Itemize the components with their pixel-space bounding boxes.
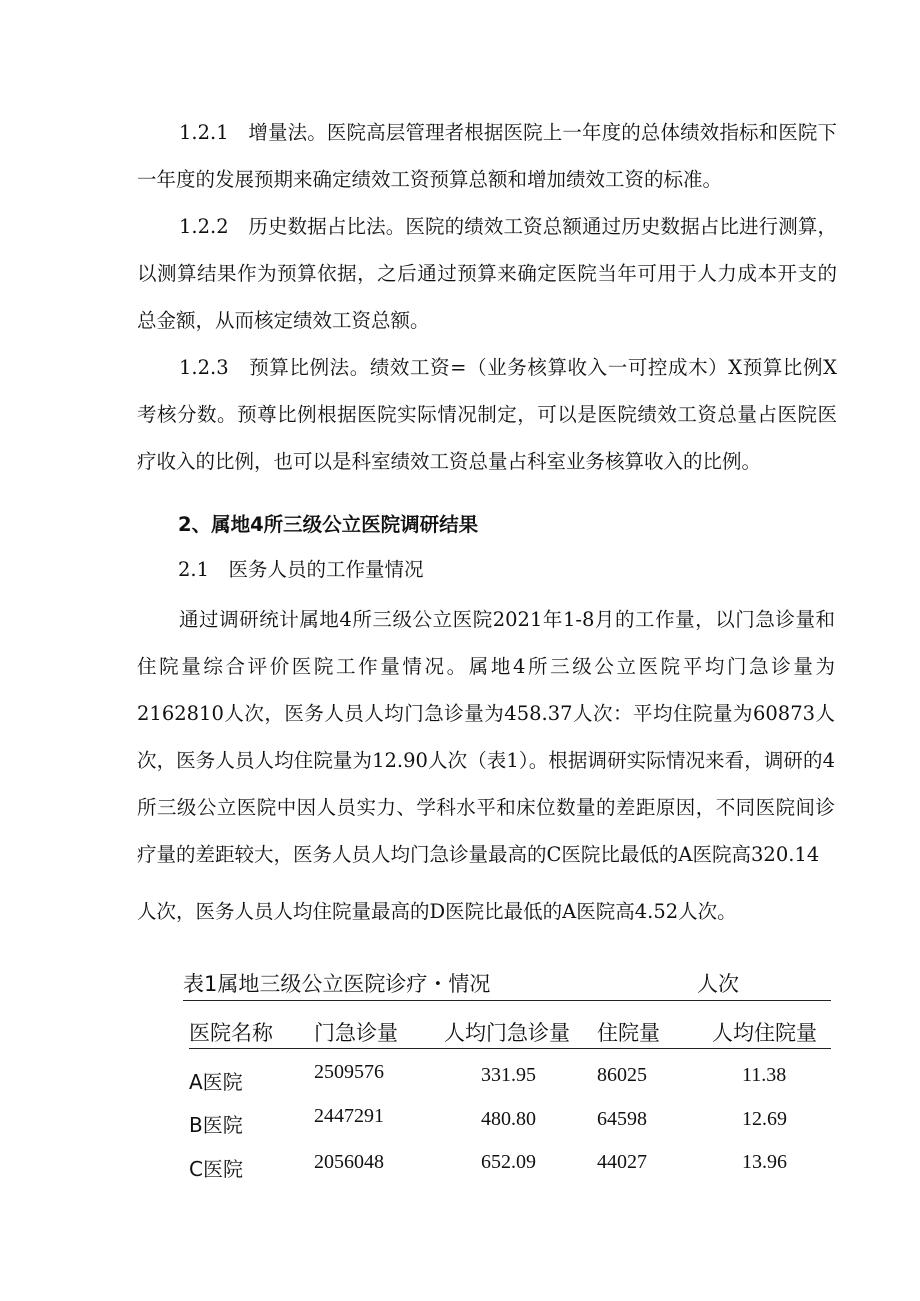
paragraph-1-2-3: 1.2.3 预算比例法。绩效工资=（业务核算收入一可控成木）X预算比例X考核分数。预尊比例根据医院实际情况制定，可以是医院绩效工资总量占医院医疗收入的比例，也可以是科室绩效工资总量占科室业务核算收入的比例。 (137, 356, 837, 473)
cell-inpatient-visits: 64598 (597, 1108, 647, 1130)
cell-hospital-name: C医院 (189, 1157, 243, 1181)
header-hospital-name: 医院名称 (189, 1021, 273, 1045)
table-title: 表1属地三级公立医院诊疗・情况 (183, 972, 491, 996)
paragraph-2-1-last-line: 人次，医务人员人均住院量最高的D医院比最低的A医院高4.52人次。 (137, 900, 737, 923)
table-header-rule (189, 1048, 831, 1049)
cell-inpatient-visits: 86025 (597, 1064, 647, 1086)
cell-hospital-name: A医院 (189, 1070, 243, 1094)
cell-inpatient-visits: 44027 (597, 1151, 647, 1173)
cell-inpatient-per-staff: 12.69 (742, 1108, 787, 1130)
paragraph-2-1: 通过调研统计属地4所三级公立医院2021年1-8月的工作量，以门急诊量和住院量综合评价医院工作量情况。属地4所三级公立医院平均门急诊量为2162810人次，医务人员人均门急诊量为458.37人次：平均住院量为60873人次，医务人员人均住院量为12.90人次（表1）。根据调研实际情况来看，调研的4所三级公立医院中因人员实力、学科水平和床位数量的差距原因，不同医院间诊疗量的差距较大，医务人员人均门急诊量最高的C医院比最低的A医院高320.14 (137, 608, 835, 866)
header-inpatient-visits: 住院量 (597, 1021, 660, 1045)
cell-hospital-name: B医院 (189, 1113, 243, 1137)
cell-inpatient-per-staff: 11.38 (742, 1064, 787, 1086)
cell-outpatient-per-staff: 652.09 (481, 1151, 536, 1173)
cell-outpatient-visits: 2056048 (314, 1151, 384, 1173)
cell-inpatient-per-staff: 13.96 (742, 1151, 787, 1173)
paragraph-1-2-2: 1.2.2 历史数据占比法。医院的绩效工资总额通过历史数据占比进行测算，以测算结果作为预算依据，之后通过预算来确定医院当年可用于人力成本开支的总金额，从而核定绩效工资总额。 (137, 215, 837, 332)
cell-outpatient-visits: 2447291 (314, 1105, 384, 1127)
cell-outpatient-visits: 2509576 (314, 1061, 384, 1083)
cell-outpatient-per-staff: 331.95 (481, 1064, 536, 1086)
subsection-heading-2-1: 2.1 医务人员的工作量情况 (178, 558, 424, 581)
header-outpatient-visits: 门急诊量 (314, 1021, 398, 1045)
table-top-rule (183, 1000, 831, 1001)
table-unit: 人次 (697, 972, 739, 996)
cell-outpatient-per-staff: 480.80 (481, 1108, 536, 1130)
header-outpatient-per-staff: 人均门急诊量 (444, 1021, 570, 1045)
paragraph-1-2-1: 1.2.1 增量法。医院高层管理者根据医院上一年度的总体绩效指标和医院下一年度的发展预期来确定绩效工资预算总额和增加绩效工资的标准。 (137, 121, 837, 191)
header-inpatient-per-staff: 人均住院量 (712, 1021, 817, 1045)
section-heading-2: 2、属地4所三级公立医院调研结果 (178, 513, 479, 536)
